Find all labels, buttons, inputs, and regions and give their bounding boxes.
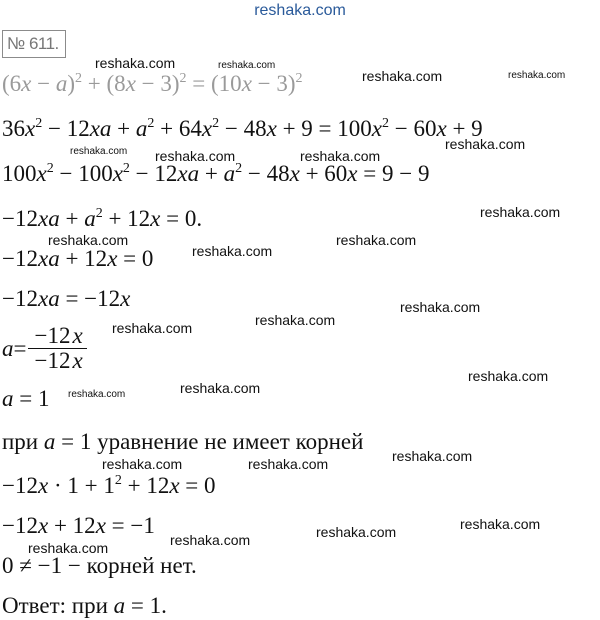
fraction-denominator: −12x [34, 348, 83, 373]
watermark: reshaka.com [460, 516, 541, 532]
substitution-line: $-12x \cdot 1 + 1^2 + 12x = 0$ [2, 473, 216, 498]
a-equals-one: a = 1 [2, 386, 50, 411]
expanded-equation: $36x^2 - 12xa + a^2 + 64x^2 - 48x + 9 = 100x^2 - 60x + 9$ [2, 116, 483, 141]
watermark: reshaka.com [445, 136, 526, 152]
watermark: reshaka.com [336, 232, 417, 248]
watermark: reshaka.com [300, 148, 381, 164]
watermark: reshaka.com [400, 299, 481, 315]
answer-line: Ответ: при a = 1. [2, 593, 167, 618]
watermark: reshaka.com [70, 146, 128, 157]
watermark: reshaka.com [112, 320, 193, 336]
contradiction-line: 0 ≠ −1 − корней нет. [2, 553, 197, 578]
watermark: reshaka.com [468, 368, 549, 384]
no-roots-statement: при a = 1 уравнение не имеет корней [2, 429, 364, 454]
site-header: reshaka.com [254, 2, 346, 19]
watermark: reshaka.com [102, 456, 183, 472]
watermark: reshaka.com [362, 68, 443, 84]
substitution-result: −12x + 12x = −1 [2, 513, 155, 538]
watermark: reshaka.com [170, 532, 251, 548]
watermark: reshaka.com [95, 55, 176, 71]
watermark: reshaka.com [68, 389, 126, 400]
watermark: reshaka.com [480, 204, 561, 220]
watermark: reshaka.com [508, 70, 566, 81]
equation-step-5: −12xa + 12x = 0 [2, 246, 154, 271]
fraction-numerator: −12x [34, 323, 83, 348]
collected-equation: $100x^2 - 100x^2 - 12xa + a^2 - 48x + 60x = 9 - 9$ [2, 161, 430, 186]
simplified-equation: $-12xa + a^2 + 12x = 0$. [2, 206, 203, 231]
watermark: reshaka.com [192, 243, 273, 259]
watermark: reshaka.com [392, 448, 473, 464]
problem-number: № 611. [2, 30, 66, 58]
watermark: reshaka.com [316, 524, 397, 540]
watermark: reshaka.com [48, 232, 129, 248]
watermark: reshaka.com [255, 312, 336, 328]
watermark: reshaka.com [28, 540, 109, 556]
equation-step-6: −12xa = −12x [2, 286, 131, 311]
watermark: reshaka.com [180, 380, 261, 396]
watermark: reshaka.com [248, 456, 329, 472]
watermark: reshaka.com [155, 148, 236, 164]
given-equation: $(6x - a)^2 + (8x - 3)^2 = (10x - 3)^2$ [2, 71, 303, 96]
fraction-equation: a = −12x −12x [2, 324, 85, 373]
watermark: reshaka.com [218, 60, 276, 71]
